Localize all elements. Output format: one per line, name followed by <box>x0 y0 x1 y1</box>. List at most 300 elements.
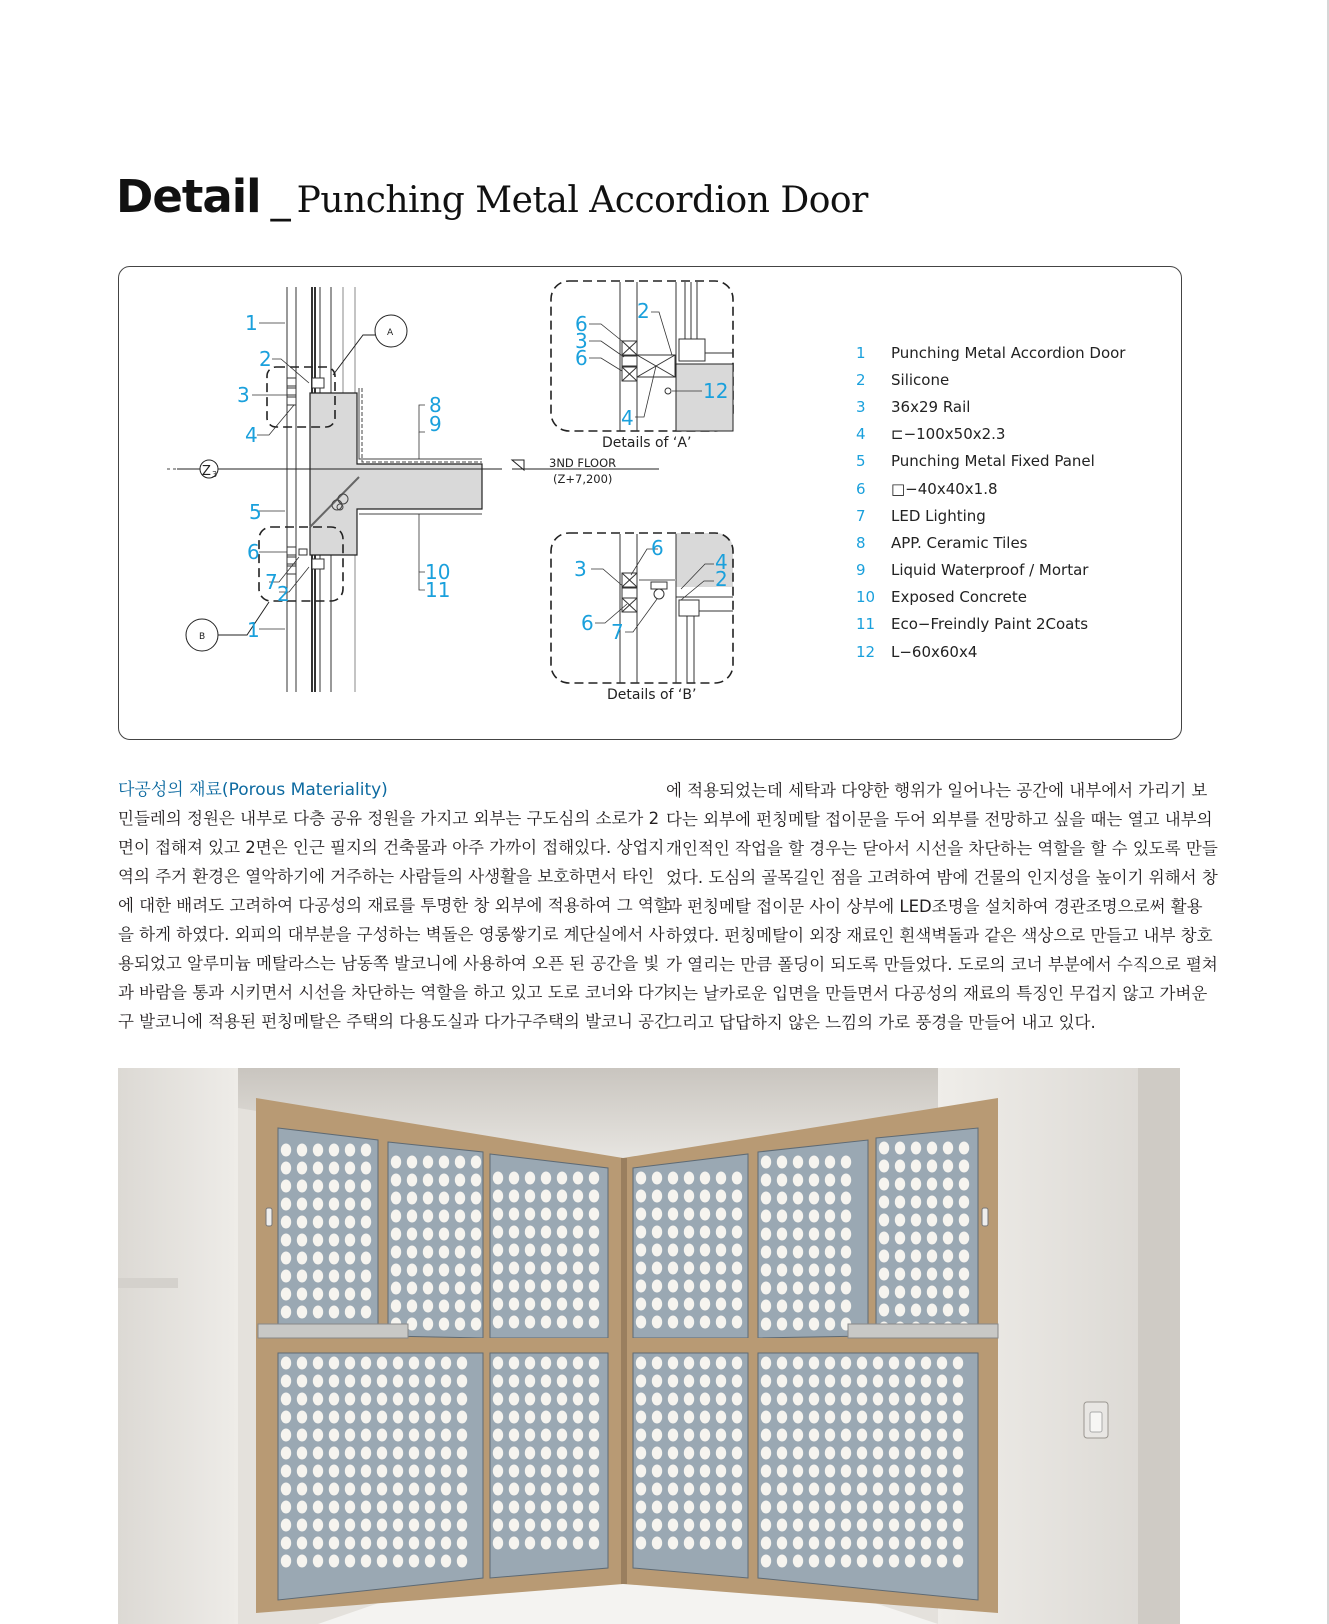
perforation <box>393 1465 403 1478</box>
perforation <box>541 1537 551 1550</box>
perforation <box>636 1483 646 1496</box>
perforation <box>425 1519 435 1532</box>
svg-text:2: 2 <box>277 582 290 606</box>
perforation <box>809 1318 819 1331</box>
perforation <box>777 1519 787 1532</box>
perforation <box>716 1429 726 1442</box>
perforation <box>809 1501 819 1514</box>
perforation <box>573 1357 583 1370</box>
perforation <box>393 1555 403 1568</box>
perforation <box>927 1196 937 1209</box>
legend-item <box>856 393 1125 420</box>
perforation <box>313 1393 323 1406</box>
perforation <box>889 1411 899 1424</box>
perforation <box>668 1244 678 1257</box>
svg-text:2: 2 <box>715 567 728 591</box>
perforation <box>493 1375 503 1388</box>
perforation <box>761 1300 771 1313</box>
perforation <box>879 1178 889 1191</box>
perforation <box>557 1190 567 1203</box>
perforation <box>700 1226 710 1239</box>
perforation <box>684 1298 694 1311</box>
perforation <box>573 1190 583 1203</box>
perforation <box>777 1465 787 1478</box>
perforation <box>361 1198 371 1211</box>
perforation <box>541 1280 551 1293</box>
perforation <box>873 1501 883 1514</box>
perforation <box>297 1483 307 1496</box>
perforation <box>393 1357 403 1370</box>
perforation <box>557 1429 567 1442</box>
perforation <box>281 1501 291 1514</box>
perforation <box>345 1288 355 1301</box>
perforation <box>471 1192 481 1205</box>
legend-item-text: ⊏−100x50x2.3 <box>891 425 1006 444</box>
perforation <box>652 1262 662 1275</box>
svg-text:11: 11 <box>425 578 451 602</box>
perforation <box>732 1429 742 1442</box>
perforation <box>589 1483 599 1496</box>
perforation <box>525 1483 535 1496</box>
perforation <box>297 1357 307 1370</box>
perforation <box>732 1537 742 1550</box>
perforation <box>636 1172 646 1185</box>
perforation <box>953 1483 963 1496</box>
perforation <box>361 1306 371 1319</box>
perforation <box>652 1501 662 1514</box>
perforation <box>409 1501 419 1514</box>
perforation <box>684 1501 694 1514</box>
perforation <box>407 1156 417 1169</box>
corner-mullion <box>621 1158 627 1584</box>
perforation <box>873 1357 883 1370</box>
perforation <box>732 1298 742 1311</box>
article-line: 하였다. 펀칭메탈이 외장 재료인 흰색벽돌과 같은 색상으로 만들고 내부 창호 <box>666 926 1213 945</box>
perforation <box>557 1208 567 1221</box>
perforation <box>937 1483 947 1496</box>
perforation <box>589 1357 599 1370</box>
perforation <box>700 1190 710 1203</box>
perforation <box>493 1190 503 1203</box>
perforation <box>541 1501 551 1514</box>
legend-item-text: Punching Metal Accordion Door <box>891 343 1126 362</box>
perforation <box>361 1375 371 1388</box>
perforation <box>953 1393 963 1406</box>
perforation <box>716 1357 726 1370</box>
perforation <box>959 1214 969 1227</box>
perforation <box>297 1429 307 1442</box>
perforation <box>895 1142 905 1155</box>
perforation <box>943 1160 953 1173</box>
perforation <box>777 1411 787 1424</box>
perforation <box>313 1375 323 1388</box>
perforation <box>937 1429 947 1442</box>
perforation <box>652 1483 662 1496</box>
perforation <box>700 1244 710 1257</box>
perforation <box>281 1519 291 1532</box>
perforation <box>841 1375 851 1388</box>
perforation <box>905 1375 915 1388</box>
perforation <box>281 1162 291 1175</box>
perforation <box>393 1411 403 1424</box>
perforation <box>525 1393 535 1406</box>
perforation <box>777 1156 787 1169</box>
perforation <box>493 1298 503 1311</box>
perforation <box>905 1357 915 1370</box>
perforation <box>329 1252 339 1265</box>
perforation <box>425 1375 435 1388</box>
perforation <box>905 1519 915 1532</box>
perforation <box>557 1393 567 1406</box>
perforation <box>793 1318 803 1331</box>
perforation <box>281 1252 291 1265</box>
perforation <box>407 1174 417 1187</box>
perforation <box>557 1501 567 1514</box>
article-line: 에 대한 배려도 고려하여 다공성의 재료를 투명한 창 외부에 적용하여 그 역할 <box>118 896 670 915</box>
perforation <box>700 1501 710 1514</box>
perforation <box>959 1178 969 1191</box>
svg-text:2: 2 <box>637 299 650 323</box>
perforation <box>281 1144 291 1157</box>
perforation <box>589 1429 599 1442</box>
perforation <box>652 1393 662 1406</box>
perforation <box>391 1264 401 1277</box>
perforation <box>329 1483 339 1496</box>
perforation <box>732 1411 742 1424</box>
perforation <box>557 1465 567 1478</box>
perforation <box>525 1447 535 1460</box>
perforation <box>557 1375 567 1388</box>
perforation <box>879 1250 889 1263</box>
perforation <box>793 1483 803 1496</box>
perforation <box>509 1190 519 1203</box>
perforation <box>716 1262 726 1275</box>
perforation <box>361 1288 371 1301</box>
perforation <box>809 1300 819 1313</box>
perforation <box>857 1483 867 1496</box>
perforation <box>573 1244 583 1257</box>
perforation <box>857 1357 867 1370</box>
perforation <box>589 1172 599 1185</box>
perforation <box>297 1252 307 1265</box>
perforation <box>905 1483 915 1496</box>
perforation <box>409 1537 419 1550</box>
perforation <box>857 1411 867 1424</box>
perforation <box>668 1190 678 1203</box>
perforation <box>345 1216 355 1229</box>
perforation <box>700 1483 710 1496</box>
perforation <box>281 1447 291 1460</box>
perforation <box>589 1411 599 1424</box>
perforation <box>589 1316 599 1329</box>
perforation <box>841 1537 851 1550</box>
perforation <box>391 1246 401 1259</box>
svg-text:3: 3 <box>212 470 218 479</box>
perforation <box>716 1226 726 1239</box>
svg-text:3: 3 <box>575 329 588 353</box>
perforation <box>525 1208 535 1221</box>
perforation <box>905 1411 915 1424</box>
perforation <box>761 1411 771 1424</box>
perforation <box>361 1429 371 1442</box>
perforation <box>345 1234 355 1247</box>
left-wall <box>118 1068 238 1624</box>
perforation <box>668 1537 678 1550</box>
perforation <box>761 1375 771 1388</box>
legend-item <box>856 421 1125 448</box>
legend-item-number: 7 <box>856 506 866 525</box>
perforation <box>716 1208 726 1221</box>
perforation <box>407 1210 417 1223</box>
perforation <box>313 1234 323 1247</box>
perforation <box>345 1144 355 1157</box>
perforation <box>857 1393 867 1406</box>
perforation <box>761 1501 771 1514</box>
perforation <box>377 1483 387 1496</box>
closer-left <box>258 1324 408 1338</box>
perforation <box>943 1268 953 1281</box>
perforation <box>921 1519 931 1532</box>
article-line: 을 하게 하였다. 외피의 대부분을 구성하는 벽돌은 영롱쌓기로 계단실에서 사 <box>118 925 665 944</box>
perforation <box>425 1429 435 1442</box>
perforation <box>652 1357 662 1370</box>
perforation <box>345 1270 355 1283</box>
perforation <box>329 1357 339 1370</box>
perforation <box>857 1429 867 1442</box>
perforation <box>841 1156 851 1169</box>
perforation <box>281 1555 291 1568</box>
legend-item-text: APP. Ceramic Tiles <box>891 533 1028 552</box>
perforation <box>761 1465 771 1478</box>
perforation <box>879 1286 889 1299</box>
perforation <box>911 1142 921 1155</box>
perforation <box>668 1226 678 1239</box>
title-separator: _ <box>270 176 291 222</box>
perforation <box>953 1555 963 1568</box>
perforation <box>927 1286 937 1299</box>
perforation <box>668 1483 678 1496</box>
legend-item-number: 8 <box>856 533 866 552</box>
perforation <box>281 1465 291 1478</box>
article-paragraph-left <box>118 804 671 1036</box>
svg-text:4: 4 <box>621 406 634 430</box>
perforation <box>589 1501 599 1514</box>
perforation <box>905 1555 915 1568</box>
perforation <box>716 1483 726 1496</box>
perforation <box>825 1228 835 1241</box>
svg-text:5: 5 <box>249 500 262 524</box>
svg-text:(Z+7,200): (Z+7,200) <box>553 472 613 486</box>
perforation <box>393 1519 403 1532</box>
perforation <box>329 1393 339 1406</box>
perforation <box>793 1375 803 1388</box>
perforation <box>809 1264 819 1277</box>
perforation <box>345 1465 355 1478</box>
perforation <box>937 1411 947 1424</box>
perforation <box>716 1447 726 1460</box>
perforation <box>509 1393 519 1406</box>
perforation <box>716 1316 726 1329</box>
perforation <box>589 1190 599 1203</box>
perforation <box>313 1447 323 1460</box>
perforation <box>825 1375 835 1388</box>
perforation <box>525 1357 535 1370</box>
perforation <box>732 1208 742 1221</box>
perforation <box>441 1483 451 1496</box>
perforation <box>889 1519 899 1532</box>
perforation <box>857 1555 867 1568</box>
perforation <box>652 1429 662 1442</box>
perforation <box>636 1375 646 1388</box>
perforation <box>793 1282 803 1295</box>
perforation <box>439 1192 449 1205</box>
perforation <box>953 1357 963 1370</box>
legend-item-text: L−60x60x4 <box>891 642 978 661</box>
svg-text:12: 12 <box>703 379 729 403</box>
perforation <box>652 1316 662 1329</box>
perforation <box>937 1555 947 1568</box>
perforation <box>732 1519 742 1532</box>
svg-text:8: 8 <box>429 393 442 417</box>
perforation <box>668 1393 678 1406</box>
perforation <box>841 1264 851 1277</box>
perforation <box>809 1156 819 1169</box>
perforation <box>391 1156 401 1169</box>
perforation <box>879 1232 889 1245</box>
perforation <box>509 1519 519 1532</box>
perforation <box>777 1555 787 1568</box>
window-handle-right <box>982 1208 988 1226</box>
legend-item-text: Punching Metal Fixed Panel <box>891 452 1095 471</box>
svg-text:7: 7 <box>611 620 624 644</box>
perforation <box>573 1375 583 1388</box>
perforation <box>525 1190 535 1203</box>
perforation <box>297 1306 307 1319</box>
perforation <box>377 1519 387 1532</box>
svg-text:Z: Z <box>202 464 211 479</box>
perforation <box>329 1144 339 1157</box>
perforation <box>393 1483 403 1496</box>
article-left-column <box>118 776 671 1036</box>
perforation <box>297 1180 307 1193</box>
perforation <box>589 1393 599 1406</box>
svg-text:6: 6 <box>651 536 664 560</box>
article-line: 용되었고 알루미늄 메탈라스는 남동쪽 발코니에 사용하여 오픈 된 공간을 빛 <box>118 954 660 973</box>
perforation <box>652 1465 662 1478</box>
perforation <box>455 1210 465 1223</box>
perforation <box>409 1519 419 1532</box>
perforation <box>297 1501 307 1514</box>
perforation <box>557 1357 567 1370</box>
perforation <box>589 1447 599 1460</box>
perforation <box>777 1318 787 1331</box>
perforated-panel <box>278 1128 378 1338</box>
perforation <box>761 1246 771 1259</box>
perforation <box>716 1375 726 1388</box>
perforation <box>732 1190 742 1203</box>
perforation <box>525 1280 535 1293</box>
perforation <box>391 1300 401 1313</box>
perforation <box>297 1198 307 1211</box>
perforation <box>825 1411 835 1424</box>
perforation <box>793 1246 803 1259</box>
perforation <box>457 1375 467 1388</box>
perforation <box>684 1483 694 1496</box>
perforation <box>423 1246 433 1259</box>
perforation <box>345 1357 355 1370</box>
perforation <box>541 1429 551 1442</box>
perforation <box>509 1375 519 1388</box>
perforation <box>541 1244 551 1257</box>
perforation <box>329 1537 339 1550</box>
perforation <box>361 1465 371 1478</box>
perforation <box>509 1447 519 1460</box>
perforation <box>937 1465 947 1478</box>
perforation <box>716 1190 726 1203</box>
perforation <box>959 1232 969 1245</box>
perforation <box>652 1537 662 1550</box>
perforation <box>329 1180 339 1193</box>
perforation <box>573 1519 583 1532</box>
perforation <box>329 1198 339 1211</box>
perforation <box>297 1270 307 1283</box>
perforation <box>761 1429 771 1442</box>
perforation <box>557 1226 567 1239</box>
perforation <box>841 1411 851 1424</box>
perforation <box>809 1246 819 1259</box>
perforation <box>409 1375 419 1388</box>
perforation <box>455 1264 465 1277</box>
perforation <box>313 1216 323 1229</box>
perforation <box>281 1234 291 1247</box>
perforation <box>525 1411 535 1424</box>
perforation <box>684 1208 694 1221</box>
perforation <box>921 1375 931 1388</box>
perforation <box>841 1174 851 1187</box>
perforation <box>927 1304 937 1317</box>
article-heading: 다공성의 재료(Porous Materiality) <box>118 780 388 800</box>
perforation <box>857 1447 867 1460</box>
perforation <box>425 1357 435 1370</box>
perforation <box>684 1280 694 1293</box>
detail-b-caption: Details of ‘B’ <box>607 687 697 703</box>
perforation <box>493 1244 503 1257</box>
perforation <box>573 1429 583 1442</box>
perforation <box>825 1393 835 1406</box>
perforation <box>793 1210 803 1223</box>
perforation <box>668 1262 678 1275</box>
perforation <box>493 1208 503 1221</box>
perforation <box>873 1393 883 1406</box>
perforation <box>361 1447 371 1460</box>
perforation <box>793 1465 803 1478</box>
perforation <box>809 1174 819 1187</box>
perforation <box>541 1316 551 1329</box>
perforation <box>761 1483 771 1496</box>
perforation <box>297 1162 307 1175</box>
perforation <box>329 1501 339 1514</box>
perforation <box>407 1300 417 1313</box>
perforation <box>409 1357 419 1370</box>
legend-item-number: 10 <box>856 588 876 607</box>
perforation <box>423 1174 433 1187</box>
perforation <box>905 1429 915 1442</box>
perforation <box>761 1555 771 1568</box>
perforation <box>509 1357 519 1370</box>
perforation <box>573 1483 583 1496</box>
perforation <box>921 1411 931 1424</box>
perforation <box>541 1393 551 1406</box>
